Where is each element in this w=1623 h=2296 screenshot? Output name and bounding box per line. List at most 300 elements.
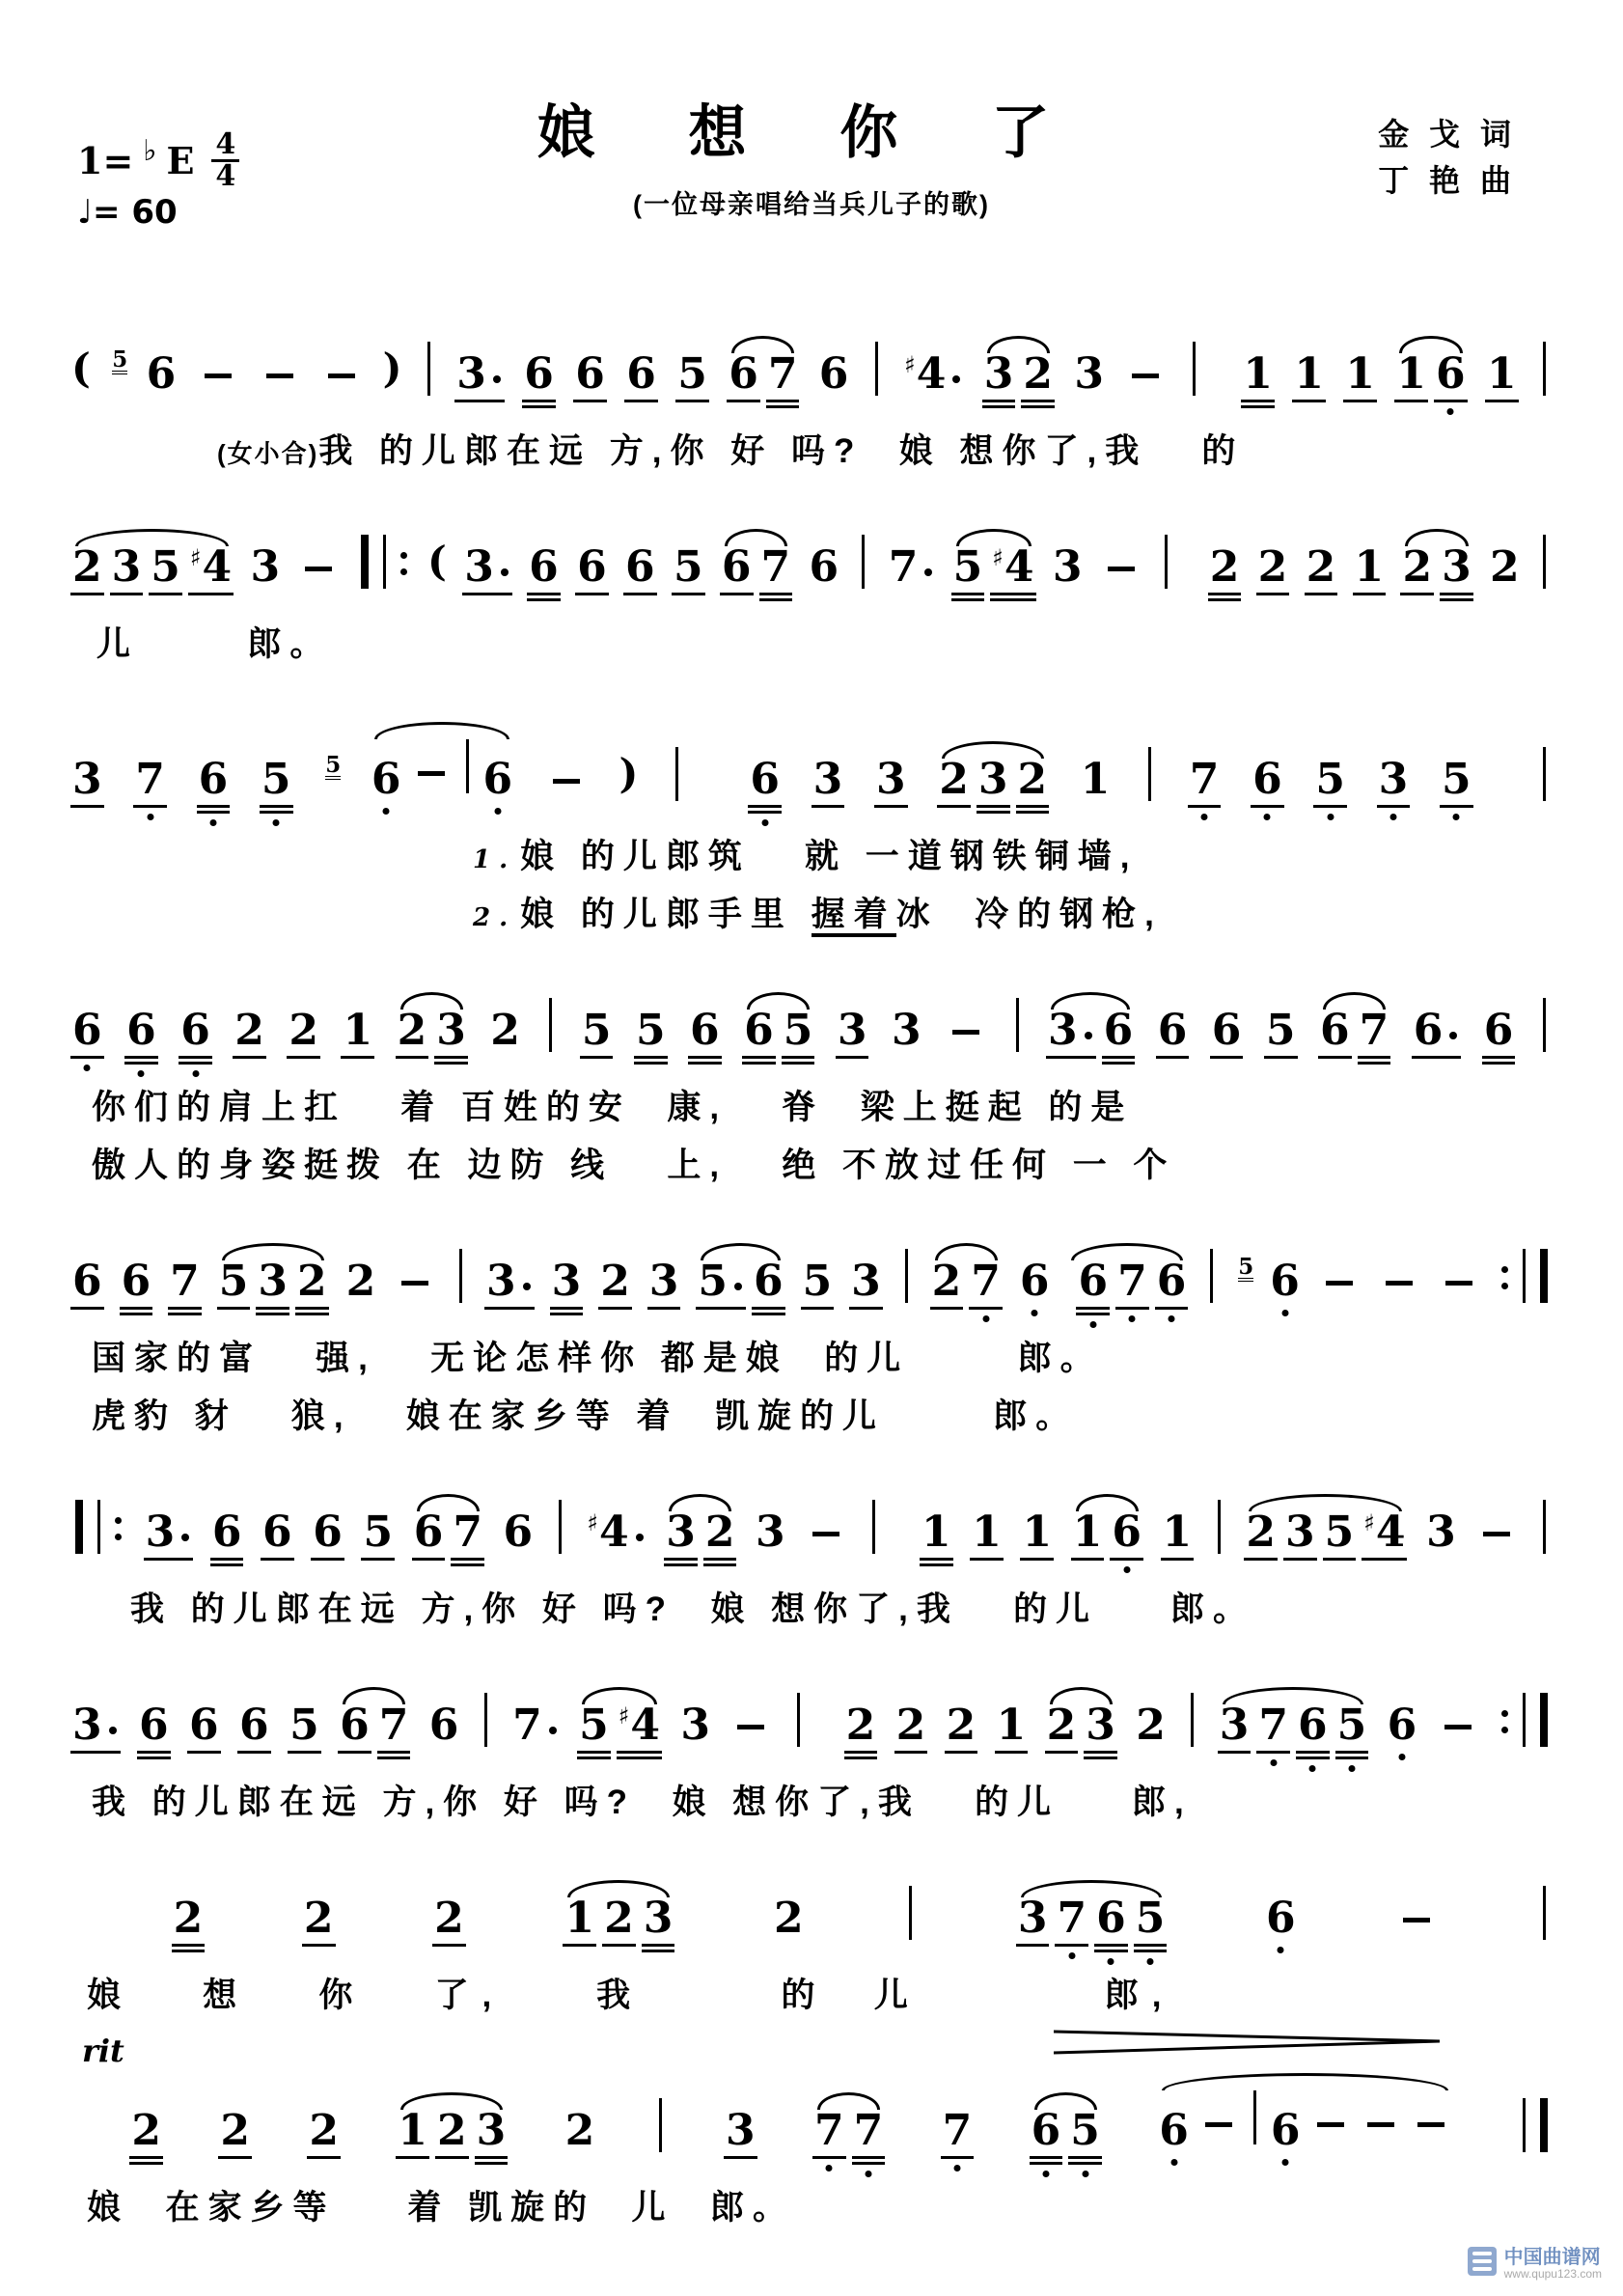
beam-line	[412, 1558, 446, 1561]
beam-line	[969, 1307, 1003, 1310]
thin-bar	[1523, 2098, 1526, 2152]
note-digit: 3	[1378, 755, 1409, 804]
note-digit: 6	[690, 1006, 720, 1055]
note-digit: 1	[1022, 1508, 1053, 1557]
dash	[1317, 2122, 1344, 2127]
note-digit: 3	[250, 542, 281, 592]
barline	[1543, 1500, 1546, 1554]
note	[436, 1006, 466, 1055]
note	[289, 1006, 318, 1055]
beam-line	[338, 1751, 371, 1754]
thick-bar	[1540, 2098, 1548, 2152]
beam-line	[675, 400, 709, 402]
note-digit: 1	[1294, 349, 1325, 399]
low-octave-dot	[1068, 1952, 1075, 1959]
barline	[559, 1500, 562, 1554]
note-digit: 3	[1052, 542, 1083, 592]
thick-bar	[75, 1500, 83, 1554]
note	[1074, 349, 1104, 399]
song-subtitle: (一位母亲唱给当兵儿子的歌)	[633, 190, 990, 219]
note-digit: 3	[983, 349, 1014, 399]
note-digit: 1	[1345, 349, 1376, 399]
note	[1490, 542, 1520, 592]
note	[1270, 1257, 1300, 1306]
beam-line	[1241, 405, 1275, 408]
note-digit: 6	[1031, 2106, 1061, 2155]
beam-line	[696, 1307, 746, 1310]
note	[135, 755, 165, 804]
lyric-text: 我 的儿郎在远 方,你 好 吗? 娘 想你了,我 的儿 郎,	[92, 1784, 1193, 1821]
slur	[1397, 527, 1475, 592]
note-digit: 7	[135, 755, 165, 804]
note	[812, 755, 843, 804]
note	[1441, 755, 1472, 804]
note	[1436, 349, 1466, 399]
note	[783, 1006, 813, 1055]
note-digit: 6	[1211, 1006, 1242, 1055]
note	[1257, 542, 1288, 592]
note-digit: 5	[1324, 1508, 1355, 1557]
beam-line	[218, 2156, 252, 2159]
beam-line	[1115, 1307, 1149, 1310]
lyrics-row	[68, 425, 1555, 473]
note-digit: 6	[198, 755, 229, 804]
note	[551, 1257, 582, 1306]
lyrics-row	[68, 1390, 1555, 1438]
beam-line	[577, 1757, 611, 1759]
note-digit: 7	[512, 1701, 542, 1750]
beam-line	[1188, 805, 1222, 808]
beam-line	[748, 805, 782, 808]
note-digit: 5	[1070, 2106, 1100, 2155]
dash	[305, 567, 332, 571]
slur	[1063, 1241, 1191, 1306]
note	[1324, 1508, 1355, 1557]
low-octave-dot	[273, 819, 280, 826]
note	[1266, 1894, 1296, 1943]
note-digit: 3	[145, 1508, 176, 1557]
note-digit: 5	[1135, 1894, 1166, 1943]
lyrics-row	[68, 888, 1555, 936]
note	[721, 542, 752, 592]
note-digit: 3	[726, 2106, 756, 2155]
barline	[1543, 998, 1546, 1052]
low-octave-dot	[982, 1315, 989, 1322]
note-digit: 6	[126, 1006, 156, 1055]
slur	[979, 334, 1058, 399]
slur	[717, 527, 795, 592]
note-digit: 3	[258, 1257, 288, 1306]
note-digit: 6	[1156, 1257, 1187, 1306]
beam-line	[1323, 1558, 1357, 1561]
barline	[484, 1693, 487, 1747]
beam-line	[1045, 1751, 1079, 1754]
beam-line	[1296, 1751, 1330, 1754]
beam-line	[396, 1056, 429, 1059]
notation-row	[68, 1216, 1555, 1306]
beam-line	[766, 405, 800, 408]
barline	[1543, 535, 1546, 589]
note-digit: 7	[1057, 1894, 1087, 1943]
song-title: 娘 想 你 了	[536, 99, 1087, 167]
dash	[328, 373, 355, 378]
note-digit: 2	[490, 1006, 520, 1055]
note	[1265, 1006, 1296, 1055]
thick-bar	[361, 535, 369, 589]
note	[1426, 1508, 1456, 1557]
beam-line	[1440, 593, 1473, 595]
note	[931, 1257, 962, 1306]
note-digit: 6	[1252, 755, 1282, 804]
note-digit: 6	[482, 755, 513, 804]
note-digit: 7	[853, 2106, 884, 2155]
note	[72, 1257, 102, 1306]
composer-credit: 丁 艳 曲	[1378, 163, 1517, 198]
low-octave-dot	[761, 819, 768, 826]
note	[313, 1508, 343, 1557]
barline	[875, 342, 878, 396]
thin-bar	[1523, 1693, 1526, 1747]
note	[1080, 755, 1111, 804]
low-octave-dot	[1282, 2159, 1289, 2166]
dash	[1205, 2122, 1232, 2127]
grace-note: 5	[325, 752, 342, 778]
beam-line	[1161, 1558, 1195, 1561]
note	[767, 349, 798, 399]
note	[1159, 2106, 1189, 2155]
note-digit: 6	[1297, 1701, 1328, 1750]
barline	[1148, 747, 1151, 801]
note-digit: 5	[635, 1006, 666, 1055]
sharp-icon: ♯	[618, 1702, 630, 1729]
beam-line	[1084, 1751, 1117, 1754]
note-digit: 2	[434, 1894, 464, 1943]
barline	[1543, 1886, 1546, 1940]
note-digit: 6	[262, 1508, 292, 1557]
dash	[952, 1030, 979, 1035]
beam-line	[812, 2156, 846, 2159]
beam-line	[1102, 1062, 1136, 1065]
lyrics-row	[68, 1776, 1555, 1824]
note	[618, 1701, 661, 1750]
note	[922, 1508, 951, 1557]
note	[1387, 1701, 1417, 1750]
slur	[693, 1241, 787, 1306]
note-digit: 7	[760, 542, 791, 592]
music-line	[68, 1467, 1555, 1631]
beam-line	[1251, 805, 1284, 808]
beam-line	[522, 405, 556, 408]
note	[875, 755, 906, 804]
note-digit: 6	[1157, 1006, 1188, 1055]
slur	[1391, 334, 1470, 399]
note-digit: 3	[837, 1006, 867, 1055]
augmentation-dot	[501, 568, 509, 576]
note-digit: 5	[151, 542, 180, 592]
note	[220, 2106, 250, 2155]
beam-line	[634, 1056, 668, 1059]
note	[456, 349, 503, 399]
slur	[1027, 2090, 1105, 2155]
beam-line	[1076, 1307, 1110, 1310]
note	[1252, 755, 1282, 804]
lyricist-credit: 金 戈 词	[1378, 117, 1517, 152]
note	[1156, 1257, 1187, 1306]
note-digit: 5	[363, 1508, 394, 1557]
note	[1219, 1701, 1250, 1750]
note	[1112, 1508, 1142, 1557]
slur	[560, 1878, 677, 1943]
low-octave-dot	[1082, 2171, 1088, 2177]
note	[1047, 1006, 1094, 1055]
slur	[934, 739, 1052, 804]
note	[1345, 349, 1376, 399]
note-digit: 3	[72, 755, 102, 804]
note-digit: 7	[942, 2106, 973, 2155]
beam-line	[451, 1563, 484, 1566]
music-line	[68, 965, 1555, 1187]
beam-line	[1440, 805, 1473, 808]
quarter-note-icon: ♩	[77, 193, 94, 232]
note	[648, 1257, 679, 1306]
lyric-text: 娘 的儿郎手里	[520, 896, 812, 933]
lyrics-row	[68, 1969, 1555, 2017]
note	[503, 1508, 534, 1557]
note	[139, 1701, 169, 1750]
note	[258, 1257, 288, 1306]
beam-line	[129, 2156, 163, 2159]
dash	[266, 373, 293, 378]
augmentation-dot	[493, 375, 501, 383]
rit-marking: rit	[82, 2033, 124, 2069]
slur	[335, 1685, 413, 1750]
note	[1486, 349, 1517, 399]
note	[1078, 1257, 1109, 1306]
augmentation-dot	[181, 1534, 189, 1541]
beam-line	[1292, 400, 1326, 402]
note-digit: 7	[767, 349, 798, 399]
beam-line	[1030, 2156, 1063, 2159]
beam-line	[179, 1062, 212, 1065]
note	[1072, 1508, 1103, 1557]
slur	[949, 527, 1039, 592]
dash	[812, 1532, 839, 1536]
note	[1284, 1508, 1315, 1557]
note	[146, 349, 177, 399]
beam-line	[945, 1751, 978, 1754]
note-digit: 1	[1162, 1508, 1193, 1557]
low-octave-dot	[84, 1065, 91, 1071]
augmentation-dot	[109, 1727, 117, 1734]
note-digit: 3	[1017, 1894, 1048, 1943]
note-digit: 6	[818, 349, 849, 399]
note-digit: 6	[753, 1257, 784, 1306]
beam-line	[527, 598, 561, 601]
note	[1189, 755, 1220, 804]
note-digit: 3	[436, 1006, 466, 1055]
note	[180, 1006, 210, 1055]
note	[1052, 542, 1083, 592]
note	[398, 2106, 427, 2155]
note-digit: 7	[888, 542, 919, 592]
note	[1359, 1006, 1389, 1055]
note-digit: 6	[750, 755, 780, 804]
beam-line	[752, 1313, 785, 1315]
notation-row	[68, 965, 1555, 1055]
grace-note: 5	[112, 346, 128, 373]
low-octave-dot	[1278, 1947, 1284, 1953]
note	[1315, 755, 1345, 804]
beam-line	[727, 400, 760, 402]
note-digit: 3	[476, 2106, 507, 2155]
note-digit: 5	[1336, 1701, 1367, 1750]
beam-line	[233, 1056, 266, 1059]
barline	[1165, 535, 1168, 589]
note-digit: 3	[551, 1257, 582, 1306]
slur	[1154, 2071, 1455, 2155]
note-digit: 2	[1046, 1701, 1077, 1750]
beam-line	[1241, 400, 1275, 402]
note	[983, 349, 1014, 399]
slur	[1042, 1685, 1120, 1750]
note-digit: 5	[677, 349, 707, 399]
sharp-icon: ♯	[587, 1509, 598, 1536]
note	[126, 1006, 156, 1055]
note-digit: 2	[773, 1894, 804, 1943]
note-digit: 2	[600, 1257, 630, 1306]
dash	[553, 779, 580, 784]
barline	[1543, 747, 1546, 801]
beam-line	[197, 811, 231, 814]
note	[895, 1701, 926, 1750]
barline	[1501, 1249, 1548, 1303]
note	[1413, 1006, 1460, 1055]
note	[1057, 1894, 1087, 1943]
note	[939, 755, 969, 804]
note	[635, 1006, 666, 1055]
note-digit: 7	[1189, 755, 1220, 804]
note-digit: 6	[371, 755, 401, 804]
note-digit: 4	[630, 1701, 661, 1750]
barline	[466, 739, 469, 793]
note-digit: 6	[239, 1701, 269, 1750]
note	[1086, 1701, 1115, 1750]
note	[1209, 542, 1240, 592]
note	[1243, 349, 1274, 399]
lyric-text: 冰 冷的钢枪,	[895, 896, 1163, 933]
note	[1022, 1508, 1053, 1557]
note-digit: 2	[1402, 542, 1433, 592]
note	[345, 1257, 376, 1306]
note	[1336, 1701, 1367, 1750]
note-digit: 2	[309, 2106, 339, 2155]
notation-row	[68, 2046, 1555, 2155]
note	[1157, 1006, 1188, 1055]
sharp-icon: ♯	[992, 544, 1004, 571]
note	[575, 349, 605, 399]
note	[753, 1257, 784, 1306]
note	[490, 1006, 520, 1055]
paren: (	[427, 538, 447, 585]
low-octave-dot	[1169, 1315, 1175, 1322]
verse-number: 1.	[473, 845, 517, 874]
note	[262, 1508, 292, 1557]
note-digit: 2	[173, 1894, 204, 1943]
note-digit: 2	[1306, 542, 1336, 592]
note-digit: 2	[1490, 542, 1520, 592]
beam-line	[642, 1944, 675, 1947]
beam-line	[617, 1757, 662, 1759]
note	[1017, 755, 1048, 804]
beam-line	[1076, 1313, 1110, 1315]
beam-line	[133, 805, 167, 808]
note-digit: 7	[1258, 1701, 1288, 1750]
note-digit: 2	[1246, 1508, 1276, 1557]
note-digit: 6	[1270, 2106, 1301, 2155]
low-octave-dot	[1327, 814, 1334, 820]
lyrics-row	[68, 1081, 1555, 1129]
slur	[739, 990, 817, 1055]
beam-line	[602, 1944, 636, 1947]
note-digit: 6	[189, 1701, 219, 1750]
beam-line	[1068, 2156, 1102, 2159]
beam-line	[937, 805, 971, 808]
beam-line	[752, 1307, 785, 1310]
beam-line	[995, 1751, 1029, 1754]
note	[476, 2106, 507, 2155]
beam-line	[1313, 805, 1347, 808]
beam-line	[1068, 2162, 1102, 2165]
note	[904, 349, 962, 399]
repeat-dots	[1501, 1710, 1508, 1733]
note	[397, 1006, 427, 1055]
note-digit: 5	[1265, 1006, 1296, 1055]
thin-bar	[383, 535, 386, 589]
note	[587, 1508, 645, 1557]
watermark-text	[1504, 2247, 1602, 2281]
notation-row	[68, 502, 1555, 592]
beam-line	[256, 1307, 289, 1310]
barline	[459, 1249, 462, 1303]
note	[529, 542, 559, 592]
beam-line	[188, 593, 234, 595]
lyrics-row	[68, 1139, 1555, 1187]
low-octave-dot	[1281, 1310, 1288, 1316]
beam-line	[624, 400, 658, 402]
sharp-icon: ♯	[904, 351, 916, 378]
slur	[367, 720, 517, 804]
beam-line	[801, 1307, 835, 1310]
note-digit: 6	[180, 1006, 210, 1055]
beam-line	[256, 1313, 289, 1315]
beam-line	[1343, 400, 1377, 402]
note-digit: 6	[428, 1701, 459, 1750]
note-digit: 1	[343, 1006, 373, 1055]
dash	[401, 1281, 428, 1286]
beam-line	[1318, 1056, 1352, 1059]
beam-line	[70, 1751, 121, 1754]
lyrics-row	[68, 2181, 1555, 2229]
note	[809, 542, 839, 592]
note	[378, 1701, 409, 1750]
note-digit: 1	[1486, 349, 1517, 399]
note-digit: 2	[397, 1006, 427, 1055]
sharp-icon: ♯	[189, 544, 202, 571]
beam-line	[1353, 593, 1387, 595]
low-octave-dot	[383, 808, 390, 815]
paren: )	[619, 750, 639, 797]
note	[851, 1257, 881, 1306]
